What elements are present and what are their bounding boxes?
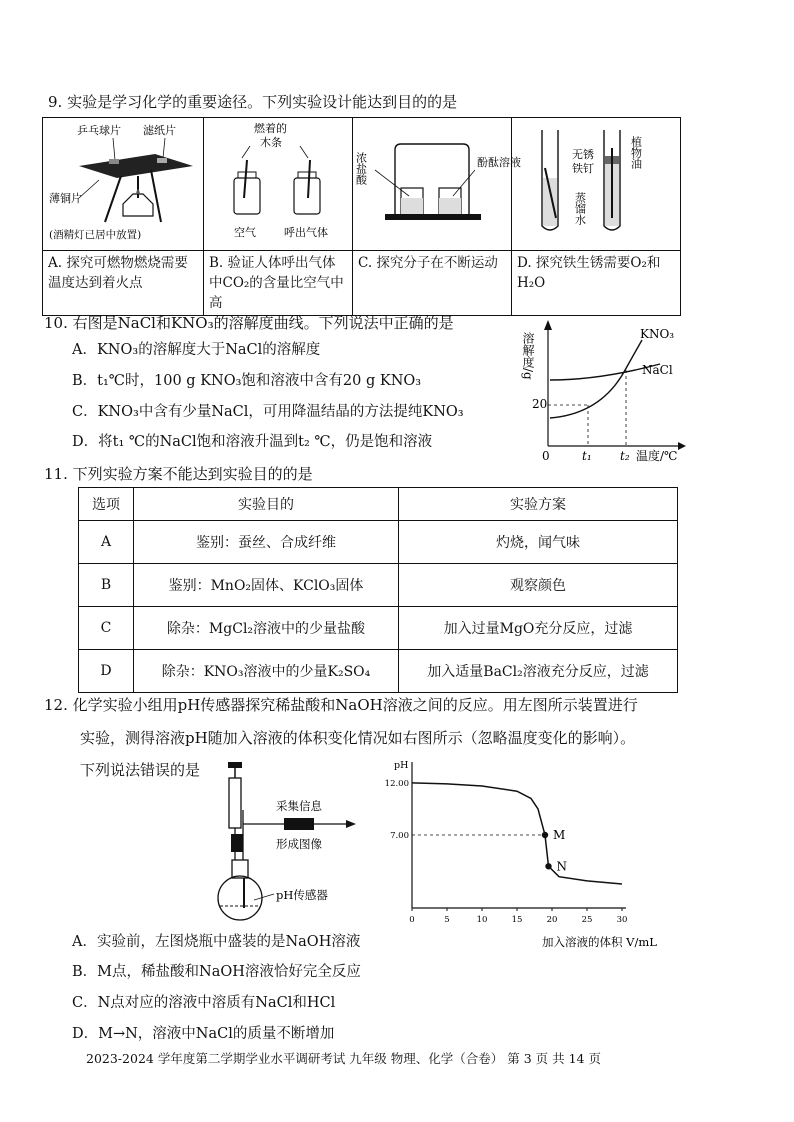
table-row bbox=[79, 607, 678, 650]
q9-figure-a bbox=[43, 118, 204, 251]
lamp-note: (酒精灯已居中放置) bbox=[49, 229, 142, 241]
cell-plan: 灼烧，闻气味 bbox=[399, 521, 678, 564]
q9-option-d: D. 探究铁生锈需要O₂和H₂O bbox=[517, 255, 661, 291]
ping-pong-label: 乒乓球片 bbox=[77, 124, 121, 137]
q9-stem: 9. 实验是学习化学的重要途径。下列实验设计能达到目的的是 bbox=[48, 93, 458, 111]
solubility-chart bbox=[520, 318, 700, 466]
cell-plan: 观察颜色 bbox=[399, 564, 678, 607]
burning-stick-label-1: 燃着的 bbox=[254, 122, 287, 135]
q10-stem: 10. 右图是NaCl和KNO₃的溶解度曲线。下列说法中正确的是 bbox=[44, 314, 454, 332]
solubility-xlabel: 温度/℃ bbox=[636, 449, 678, 463]
x-tick-label: 5 bbox=[444, 915, 450, 925]
x-tick-label: 10 bbox=[476, 915, 488, 925]
exhaled-air-figure bbox=[204, 118, 352, 246]
y-tick-label: 7.00 bbox=[390, 831, 409, 841]
air-label: 空气 bbox=[234, 226, 256, 239]
q9-option-b: B. 验证人体呼出气体中CO₂的含量比空气中高 bbox=[209, 255, 344, 311]
chart-origin: 0 bbox=[542, 449, 550, 463]
exhaled-label: 呼出气体 bbox=[284, 226, 328, 239]
rustfree-label-1: 无锈 bbox=[572, 148, 594, 161]
cell-option: D bbox=[79, 650, 134, 693]
form-image-label: 形成图像 bbox=[276, 837, 322, 851]
iron-rusting-figure bbox=[512, 118, 680, 246]
burning-stick-label-2: 木条 bbox=[260, 136, 282, 149]
vegetable-oil-label: 植物油 bbox=[629, 136, 643, 169]
q10-option-d: D．将t₁ ℃的NaCl饱和溶液升温到t₂ ℃，仍是饱和溶液 bbox=[72, 434, 433, 450]
x-tick-label: 0 bbox=[409, 915, 415, 925]
header-option: 选项 bbox=[79, 488, 134, 521]
ph-chart bbox=[384, 756, 657, 952]
q12-option-d: D．M→N，溶液中NaCl的质量不断增加 bbox=[72, 1026, 335, 1042]
header-plan: 实验方案 bbox=[399, 488, 678, 521]
q12-stem-3: 下列说法错误的是 bbox=[80, 761, 201, 779]
page-footer: 2023-2024 学年度第二学期学业水平调研考试 九年级 物理、化学（合卷） 第 3 页 共 14 页 bbox=[86, 1051, 601, 1066]
filter-paper-label: 滤纸片 bbox=[143, 124, 176, 137]
header-goal: 实验目的 bbox=[134, 488, 399, 521]
solubility-ylabel: 溶解度/g bbox=[521, 332, 535, 380]
xtick-t2: t₂ bbox=[620, 449, 630, 463]
q9-option-c: C. 探究分子在不断运动 bbox=[358, 255, 498, 271]
cell-plan: 加入适量BaCl₂溶液充分反应，过滤 bbox=[399, 650, 678, 693]
rustfree-label-2: 铁钉 bbox=[572, 162, 594, 175]
x-tick-label: 30 bbox=[616, 915, 628, 925]
q12-stem-2: 实验，测得溶液pH随加入溶液的体积变化情况如右图所示（忽略温度变化的影响）。 bbox=[80, 729, 636, 747]
nacl-label: NaCl bbox=[642, 363, 673, 377]
molecule-motion-figure bbox=[353, 118, 521, 246]
ph-xlabel: 加入溶液的体积 V/mL bbox=[542, 935, 657, 949]
cell-plan: 加入过量MgO充分反应，过滤 bbox=[399, 607, 678, 650]
point-label-n: N bbox=[556, 859, 567, 874]
cell-option: B bbox=[79, 564, 134, 607]
point-n bbox=[545, 863, 551, 869]
ph-sensor-label: pH传感器 bbox=[276, 888, 328, 902]
kno3-curve bbox=[550, 340, 642, 418]
cell-option: A bbox=[79, 521, 134, 564]
copper-sheet-label: 薄铜片 bbox=[49, 192, 82, 205]
q12-stem-1: 12. 化学实验小组用pH传感器探究稀盐酸和NaOH溶液之间的反应。用左图所示装置进行 bbox=[44, 696, 638, 714]
ph-ylabel: pH bbox=[394, 760, 409, 771]
ytick-20: 20 bbox=[532, 397, 548, 411]
kno3-label: KNO₃ bbox=[640, 327, 675, 341]
q10-option-c: C．KNO₃中含有少量NaCl，可用降温结晶的方法提纯KNO₃ bbox=[72, 404, 464, 420]
point-m bbox=[542, 832, 548, 838]
table-row bbox=[79, 650, 678, 693]
combustion-apparatus-figure bbox=[43, 118, 203, 246]
q9-option-a: A. 探究可燃物燃烧需要温度达到着火点 bbox=[48, 255, 188, 291]
cell-goal: 鉴别：MnO₂固体、KClO₃固体 bbox=[134, 564, 399, 607]
q9-table bbox=[42, 117, 681, 316]
cell-goal: 鉴别：蚕丝、合成纤维 bbox=[134, 521, 399, 564]
q10-option-b: B．t₁℃时，100 g KNO₃饱和溶液中含有20 g KNO₃ bbox=[72, 373, 422, 389]
ph-apparatus-figure bbox=[210, 760, 370, 925]
xtick-t1: t₁ bbox=[582, 449, 592, 463]
collect-info-label: 采集信息 bbox=[276, 799, 322, 813]
x-tick-label: 20 bbox=[546, 915, 558, 925]
table-row bbox=[79, 521, 678, 564]
x-tick-label: 15 bbox=[511, 915, 523, 925]
q10-option-a: A．KNO₃的溶解度大于NaCl的溶解度 bbox=[72, 342, 321, 358]
q9-figure-b bbox=[204, 118, 353, 251]
cell-option: C bbox=[79, 607, 134, 650]
distilled-water-label: 蒸馏水 bbox=[573, 192, 587, 225]
q9-figure-d bbox=[512, 118, 681, 251]
conc-hcl-label: 浓盐酸 bbox=[354, 152, 368, 185]
x-tick-label: 25 bbox=[581, 915, 593, 925]
q11-stem: 11. 下列实验方案不能达到实验目的的是 bbox=[44, 465, 313, 483]
q11-table bbox=[78, 487, 678, 693]
table-header-row bbox=[79, 488, 678, 521]
ph-series-line bbox=[412, 783, 622, 884]
y-tick-label: 12.00 bbox=[384, 778, 409, 789]
cell-goal: 除杂：KNO₃溶液中的少量K₂SO₄ bbox=[134, 650, 399, 693]
table-row bbox=[79, 564, 678, 607]
q12-option-c: C．N点对应的溶液中溶质有NaCl和HCl bbox=[72, 995, 336, 1011]
q12-option-a: A．实验前，左图烧瓶中盛装的是NaOH溶液 bbox=[72, 934, 361, 950]
cell-goal: 除杂：MgCl₂溶液中的少量盐酸 bbox=[134, 607, 399, 650]
point-label-m: M bbox=[553, 828, 566, 842]
q9-figure-c bbox=[353, 118, 521, 251]
phenolphthalein-label: 酚酞溶液 bbox=[477, 156, 521, 169]
q12-option-b: B．M点，稀盐酸和NaOH溶液恰好完全反应 bbox=[72, 964, 361, 980]
